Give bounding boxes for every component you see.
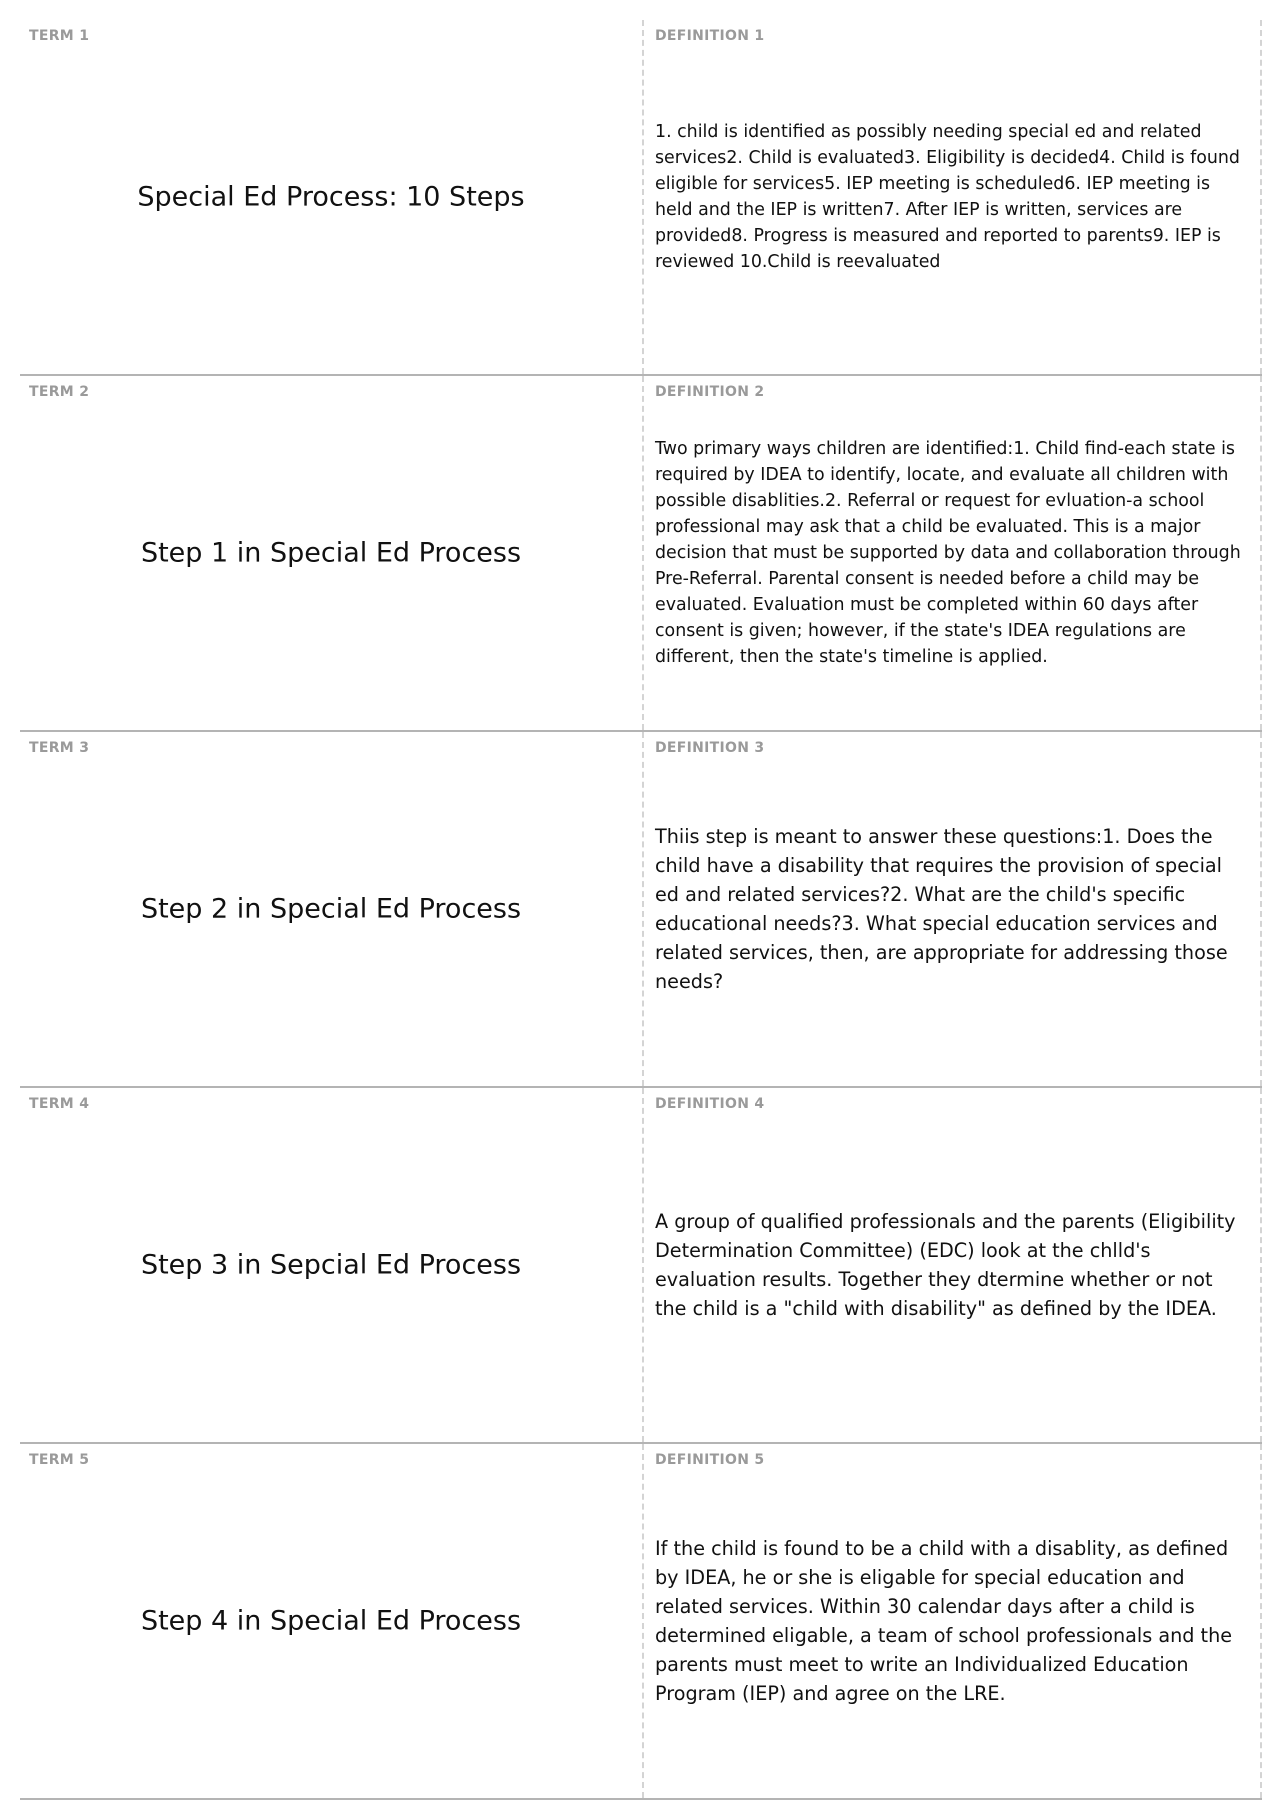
term-cell [20,732,642,1086]
definition-text: If the child is found to be a child with a disablity, as defined by IDEA, he or she is eligable for special education and related services. Within 30 calendar days after a child is determined eligable, a team of school professionals and the parents must meet to write an Individualized Education Program (IEP) and agree on the LRE. [655,1537,1233,1705]
definition-label: DEFINITION 3 [655,740,765,756]
definition-cell [642,1444,1262,1798]
term-label: TERM 5 [29,1452,90,1468]
card-row-1 [20,20,1262,376]
term-label: TERM 3 [29,740,90,756]
term-label: TERM 4 [29,1096,90,1112]
definition-label: DEFINITION 4 [655,1096,765,1112]
definition-text: A group of qualified professionals and the parents (Eligibility Determination Committee) (EDC) look at the chlld's evaluation results. Together they dtermine whether or not the child is a "child with disability" as defined by the IDEA. [655,1210,1236,1320]
definition-text: Two primary ways children are identified:1. Child find-each state is required by IDEA to identify, locate, and evaluate all children with possible disablities.2. Referral or request for evluation-a school professional may ask that a child be evaluated. This is a major decision that must be supported by data and collaboration through Pre-Referral. Parental consent is needed before a child may be evaluated. Evaluation must be completed within 60 days after consent is given; however, if the state's IDEA regulations are different, then the state's timeline is applied. [655,439,1241,667]
card-row-5 [20,1444,1262,1800]
definition-text: 1. child is identified as possibly needing special ed and related services2. Child is evaluated3. Eligibility is decided4. Child is found eligible for services5. IEP meeting is scheduled6. IEP meeting is held and the IEP is written7. After IEP is written, services are provided8. Progress is measured and reported to parents9. IEP is reviewed 10.Child is reevaluated [655,122,1240,272]
term-label: TERM 2 [29,384,90,400]
term-cell [20,1444,642,1798]
definition-cell [642,20,1262,374]
term-cell [20,376,642,730]
definition-cell [642,1088,1262,1442]
term-text: Step 1 in Special Ed Process [140,537,522,569]
term-cell [20,20,642,374]
definition-cell [642,732,1262,1086]
term-label: TERM 1 [29,28,90,44]
card-row-4 [20,1088,1262,1444]
term-text: Special Ed Process: 10 Steps [137,181,525,213]
term-cell [20,1088,642,1442]
term-text: Step 2 in Special Ed Process [140,893,522,925]
definition-text: Thiis step is meant to answer these questions:1. Does the child have a disability that requires the provision of special ed and related services?2. What are the child's specific educational needs?3. What special education services and related services, then, are appropriate for addressing those needs? [655,825,1228,993]
card-row-2 [20,376,1262,732]
definition-label: DEFINITION 2 [655,384,765,400]
definition-label: DEFINITION 1 [655,28,765,44]
term-text: Step 3 in Sepcial Ed Process [140,1249,522,1281]
definition-cell [642,376,1262,730]
definition-label: DEFINITION 5 [655,1452,765,1468]
term-text: Step 4 in Special Ed Process [140,1605,522,1637]
card-row-3 [20,732,1262,1088]
flashcard-sheet [20,20,1262,1800]
